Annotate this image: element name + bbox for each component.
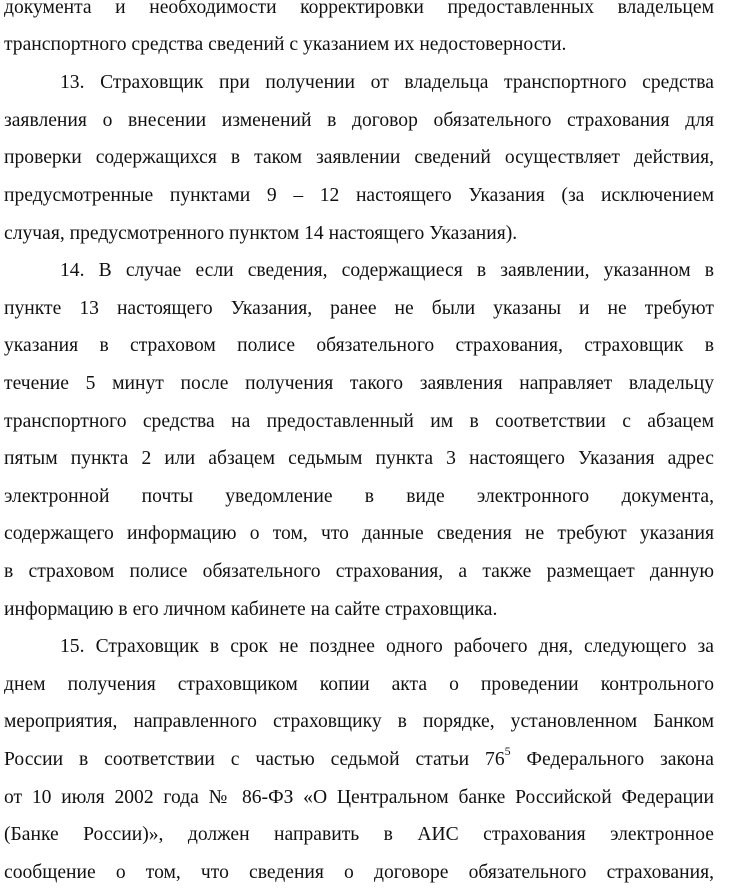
text-line: проверки содержащихся в таком заявлении сведений осуществляет действия,: [4, 147, 714, 168]
text-line: [4, 745, 714, 775]
text-line: течение 5 минут после получения такого заявления направляет владельцу: [4, 373, 714, 394]
text-line: пятым пункта 2 или абзацем седьмым пункта 3 настоящего Указания адрес: [4, 448, 714, 469]
text-line: указания в страховом полисе обязательного страхования, страховщик в: [4, 335, 714, 356]
text-line: электронной почты уведомление в виде электронного документа,: [4, 486, 714, 507]
text-line: сообщение о том, что сведения о договоре обязательного страхования,: [4, 862, 714, 883]
text-line: транспортного средства на предоставленный им в соответствии с абзацем: [4, 411, 714, 432]
text-line: 13. Страховщик при получении от владельца транспортного средства: [60, 72, 714, 93]
text-line: 14. В случае если сведения, содержащиеся в заявлении, указанном в: [60, 260, 714, 281]
text-line: предусмотренные пунктами 9 – 12 настоящего Указания (за исключением: [4, 185, 714, 206]
text-line: днем получения страховщиком копии акта о проведении контрольного: [4, 674, 714, 695]
text-segment: России в соответствии с частью седьмой статьи 76: [4, 749, 505, 770]
superscript: 5: [504, 744, 511, 759]
text-line: транспортного средства сведений с указанием их недостоверности.: [4, 34, 567, 55]
text-line: (Банке России)», должен направить в АИС страхования электронное: [4, 824, 714, 845]
text-line: заявления о внесении изменений в договор обязательного страхования для: [4, 110, 714, 131]
text-line: 15. Страховщик в срок не позднее одного рабочего дня, следующего за: [60, 636, 714, 657]
text-line: в страховом полисе обязательного страхования, а также размещает данную: [4, 561, 714, 582]
text-line: от 10 июля 2002 года № 86-ФЗ «О Центральном банке Российской Федерации: [4, 787, 714, 808]
text-segment: Федерального закона: [510, 749, 714, 770]
text-line: содержащего информацию о том, что данные сведения не требуют указания: [4, 523, 714, 544]
text-line: информацию в его личном кабинете на сайте страховщика.: [4, 599, 498, 620]
text-line: документа и необходимости корректировки предоставленных владельцем: [4, 0, 714, 18]
text-line: случая, предусмотренного пунктом 14 настоящего Указания).: [4, 223, 518, 244]
text-line: пункте 13 настоящего Указания, ранее не были указаны и не требуют: [4, 298, 714, 319]
text-line: мероприятия, направленного страховщику в порядке, установленном Банком: [4, 711, 714, 732]
